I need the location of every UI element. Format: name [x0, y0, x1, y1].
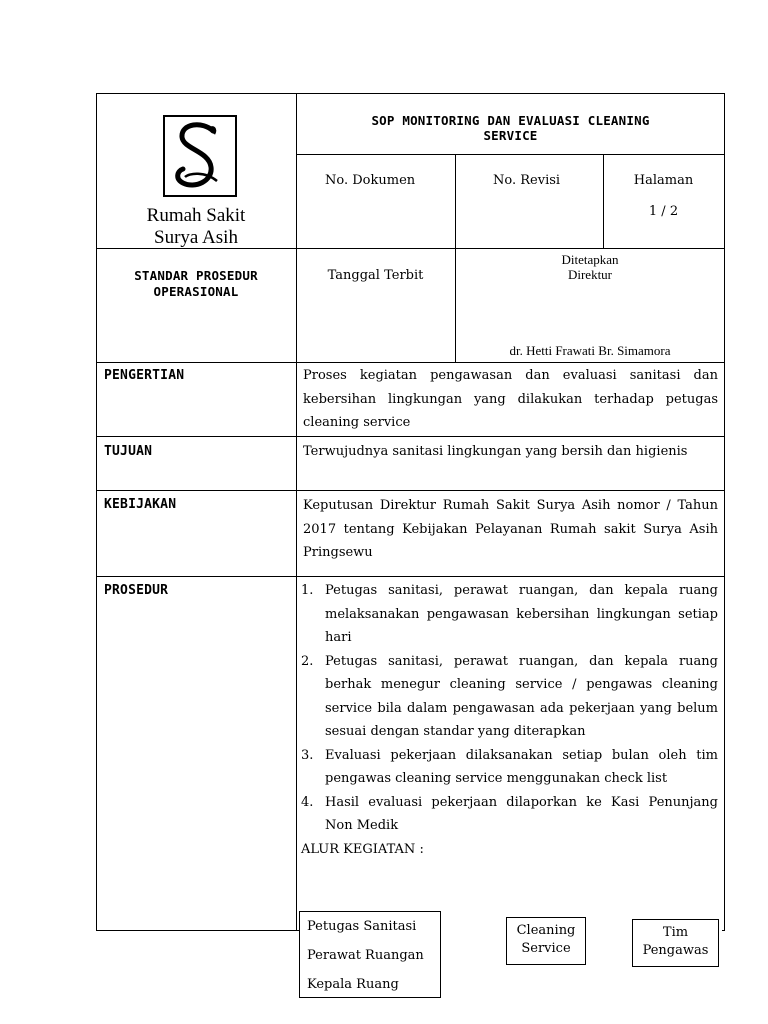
document-title-line1: SOP MONITORING DAN EVALUASI CLEANING	[371, 113, 650, 128]
document-title	[296, 113, 725, 143]
prosedur-item-4	[301, 791, 718, 838]
prosedur-item-number: 2.	[301, 653, 314, 669]
sop-type-line1: STANDAR PROSEDUR	[134, 268, 258, 283]
flow-box-line: Perawat Ruangan	[307, 948, 424, 963]
prosedur-item-text: Petugas sanitasi, perawat ruangan, dan kepala ruang berhak menegur cleaning service / pengawas cleaning service bila dalam pengawasan ada pekerjaan yang belum sesuai dengan standar yang diterapkan	[325, 653, 718, 739]
document-title-line2: SERVICE	[483, 128, 538, 143]
prosedur-item-number: 1.	[301, 583, 314, 598]
revision-label: No. Revisi	[493, 173, 561, 188]
hospital-name-line1: Rumah Sakit	[146, 205, 246, 226]
hospital-name	[96, 205, 296, 249]
director-title: Direktur	[567, 267, 613, 282]
flow-box-line: Tim	[662, 925, 689, 940]
prosedur-item-1	[301, 579, 718, 650]
kebijakan-text: Keputusan Direktur Rumah Sakit Surya Asih nomor / Tahun 2017 tentang Kebijakan Pelayanan Rumah sakit Surya Asih Pringsewu	[303, 498, 718, 560]
flow-box-line: Service	[521, 941, 571, 956]
tujuan-text: Terwujudnya sanitasi lingkungan yang bersih dan higienis	[303, 444, 688, 459]
flow-box-line: Cleaning	[516, 923, 576, 938]
prosedur-item-text: Hasil evaluasi pekerjaan dilaporkan ke Kasi Penunjang Non Medik	[325, 794, 718, 833]
director-name: dr. Hetti Frawati Br. Simamora	[509, 343, 671, 358]
issue-date-label: Tanggal Terbit	[327, 268, 424, 283]
flow-title: ALUR KEGIATAN :	[301, 841, 424, 857]
prosedur-label: PROSEDUR	[104, 583, 169, 598]
page-label: Halaman	[633, 173, 694, 188]
kebijakan-label: KEBIJAKAN	[104, 497, 177, 512]
prosedur-item-text: Evaluasi pekerjaan dilaksanakan setiap bulan oleh tim pengawas cleaning service menggunakan check list	[325, 747, 718, 786]
tujuan-label: TUJUAN	[104, 444, 153, 459]
flow-box-line: Petugas Sanitasi	[307, 919, 417, 934]
flow-box-petugas	[299, 911, 441, 998]
hospital-name-line2: Surya Asih	[154, 227, 238, 248]
approved-by-label: Ditetapkan	[561, 252, 619, 267]
hospital-logo	[163, 115, 237, 197]
prosedur-item-2	[301, 650, 718, 744]
prosedur-item-number: 4.	[301, 794, 314, 810]
flow-box-line: Kepala Ruang	[307, 977, 399, 992]
doc-number-label: No. Dokumen	[325, 173, 416, 188]
flow-box-cleaning-service	[506, 917, 586, 965]
sop-type-label	[96, 268, 296, 300]
prosedur-item-number: 3.	[301, 747, 314, 763]
prosedur-list	[301, 579, 718, 861]
pengertian-label: PENGERTIAN	[104, 368, 185, 383]
flow-box-tim-pengawas	[632, 919, 719, 967]
approval-block	[455, 252, 725, 282]
pengertian-text: Proses kegiatan pengawasan dan evaluasi sanitasi dan kebersihan lingkungan yang dilakukan terhadap petugas cleaning service	[303, 368, 718, 430]
page-number: 1 / 2	[648, 204, 679, 219]
flow-box-line: Pengawas	[642, 943, 709, 958]
prosedur-item-text: Petugas sanitasi, perawat ruangan, dan kepala ruang melaksanakan pengawasan kebersihan lingkungan setiap hari	[325, 583, 718, 645]
logo-s-icon	[165, 117, 235, 195]
prosedur-item-3	[301, 744, 718, 791]
sop-type-line2: OPERASIONAL	[153, 284, 239, 299]
